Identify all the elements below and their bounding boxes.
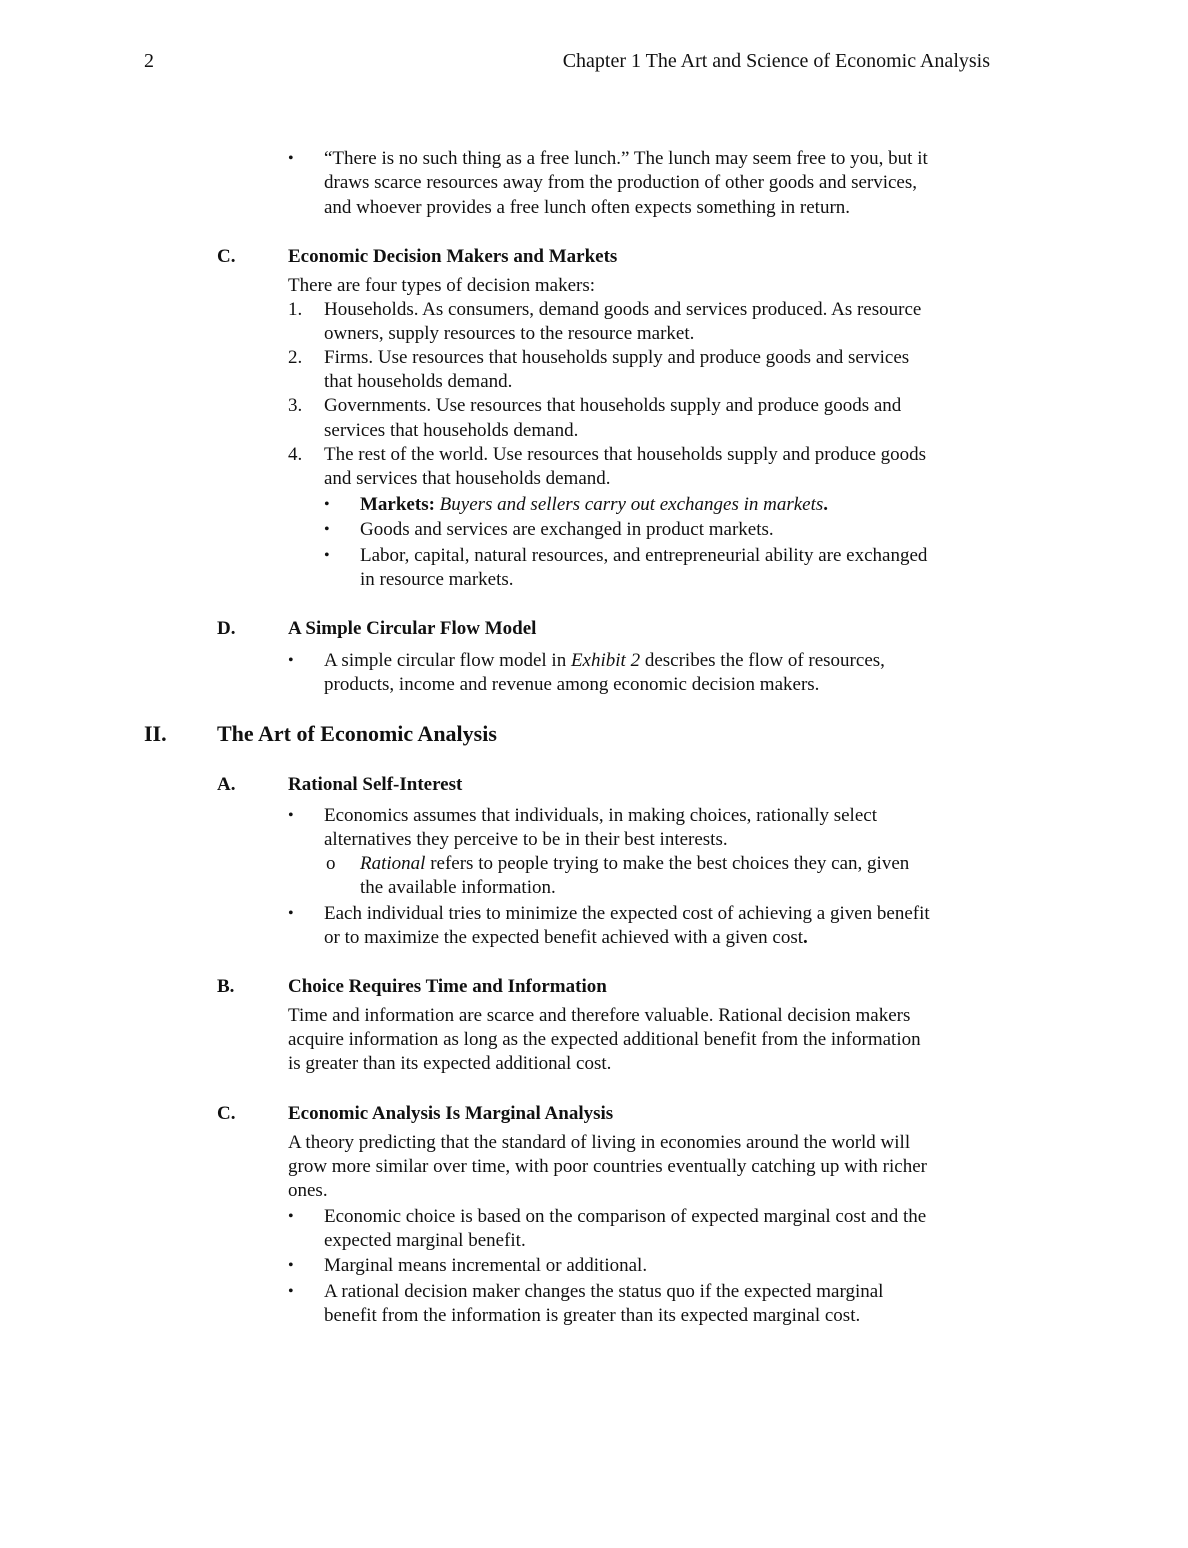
list-item-rest-of-world-1: The rest of the world. Use resources that households supply and produce goods (324, 444, 927, 465)
bullet-icon: • (288, 150, 294, 167)
list-item-firms-2: that households demand. (324, 371, 513, 392)
rational-choice-line-1: Economics assumes that individuals, in making choices, rationally select (324, 805, 877, 826)
rational-definition-line-1: Rational refers to people trying to make the best choices they can, given (360, 853, 910, 874)
decision-makers-intro: There are four types of decision makers: (288, 275, 596, 296)
time-info-line-1: Time and information are scarce and therefore valuable. Rational decision makers (288, 1005, 911, 1026)
marginal-choice-line-2: expected marginal benefit. (324, 1230, 526, 1251)
part-title: The Art of Economic Analysis (217, 721, 497, 746)
resource-markets-line-2: in resource markets. (360, 569, 514, 590)
bullet-icon: • (324, 547, 330, 564)
free-lunch-line-2: draws scarce resources away from the production of other goods and services, (324, 172, 918, 193)
marginal-para-line-2: grow more similar over time, with poor countries eventually catching up with richer (288, 1156, 927, 1177)
list-item-households-1: Households. As consumers, demand goods and services produced. As resource (324, 299, 922, 320)
bullet-icon: • (288, 1208, 294, 1225)
section-letter-a: A. (217, 774, 236, 795)
status-quo-line-2: benefit from the information is greater than its expected marginal cost. (324, 1305, 861, 1326)
time-info-line-3: is greater than its expected additional cost. (288, 1053, 612, 1074)
section-title-decision-makers: Economic Decision Makers and Markets (288, 246, 618, 267)
circular-flow-line-2: products, income and revenue among economic decision makers. (324, 674, 820, 695)
rational-choice-line-2: alternatives they perceive to be in their best interests. (324, 829, 728, 850)
bullet-icon: • (324, 521, 330, 538)
time-info-line-2: acquire information as long as the expected additional benefit from the information (288, 1029, 921, 1050)
bullet-icon: • (288, 807, 294, 824)
bullet-icon: • (288, 652, 294, 669)
bullet-icon: • (288, 905, 294, 922)
circular-flow-line-1: A simple circular flow model in Exhibit 2 describes the flow of resources, (324, 650, 885, 671)
section-letter-d: D. (217, 618, 236, 639)
bullet-icon: • (288, 1257, 294, 1274)
section-title-marginal-analysis: Economic Analysis Is Marginal Analysis (288, 1103, 614, 1124)
bullet-icon: • (324, 496, 330, 513)
part-numeral: II. (144, 721, 167, 746)
running-head: Chapter 1 The Art and Science of Economic Analysis (562, 50, 990, 72)
list-item-governments-1: Governments. Use resources that households supply and produce goods and (324, 395, 902, 416)
marginal-choice-line-1: Economic choice is based on the comparison of expected marginal cost and the (324, 1206, 927, 1227)
sub-bullet-marker: o (326, 853, 336, 874)
free-lunch-line-1: “There is no such thing as a free lunch.” The lunch may seem free to you, but it (324, 148, 928, 169)
minimize-cost-line-2: or to maximize the expected benefit achieved with a given cost. (324, 927, 808, 948)
product-markets-text: Goods and services are exchanged in product markets. (360, 519, 774, 540)
list-item-households-2: owners, supply resources to the resource market. (324, 323, 695, 344)
section-letter-b: B. (217, 976, 235, 997)
page-number: 2 (144, 50, 154, 72)
section-letter-c: C. (217, 246, 236, 267)
list-number: 1. (288, 299, 303, 320)
free-lunch-line-3: and whoever provides a free lunch often expects something in return. (324, 197, 851, 218)
section-letter-c: C. (217, 1103, 236, 1124)
section-title-rational-self-interest: Rational Self-Interest (288, 774, 463, 795)
section-title-circular-flow: A Simple Circular Flow Model (288, 618, 537, 639)
markets-definition: Markets: Buyers and sellers carry out exchanges in markets. (360, 494, 829, 515)
marginal-para-line-1: A theory predicting that the standard of living in economies around the world will (288, 1132, 911, 1153)
resource-markets-line-1: Labor, capital, natural resources, and entrepreneurial ability are exchanged (360, 545, 928, 566)
list-number: 2. (288, 347, 303, 368)
bullet-icon: • (288, 1283, 294, 1300)
list-item-firms-1: Firms. Use resources that households supply and produce goods and services (324, 347, 910, 368)
marginal-para-line-3: ones. (288, 1180, 328, 1201)
list-item-governments-2: services that households demand. (324, 420, 579, 441)
marginal-definition: Marginal means incremental or additional. (324, 1255, 648, 1276)
list-item-rest-of-world-2: and services that households demand. (324, 468, 611, 489)
list-number: 4. (288, 444, 303, 465)
list-number: 3. (288, 395, 303, 416)
rational-definition-line-2: the available information. (360, 877, 556, 898)
minimize-cost-line-1: Each individual tries to minimize the expected cost of achieving a given benefit (324, 903, 930, 924)
section-title-time-information: Choice Requires Time and Information (288, 976, 607, 997)
status-quo-line-1: A rational decision maker changes the status quo if the expected marginal (324, 1281, 884, 1302)
